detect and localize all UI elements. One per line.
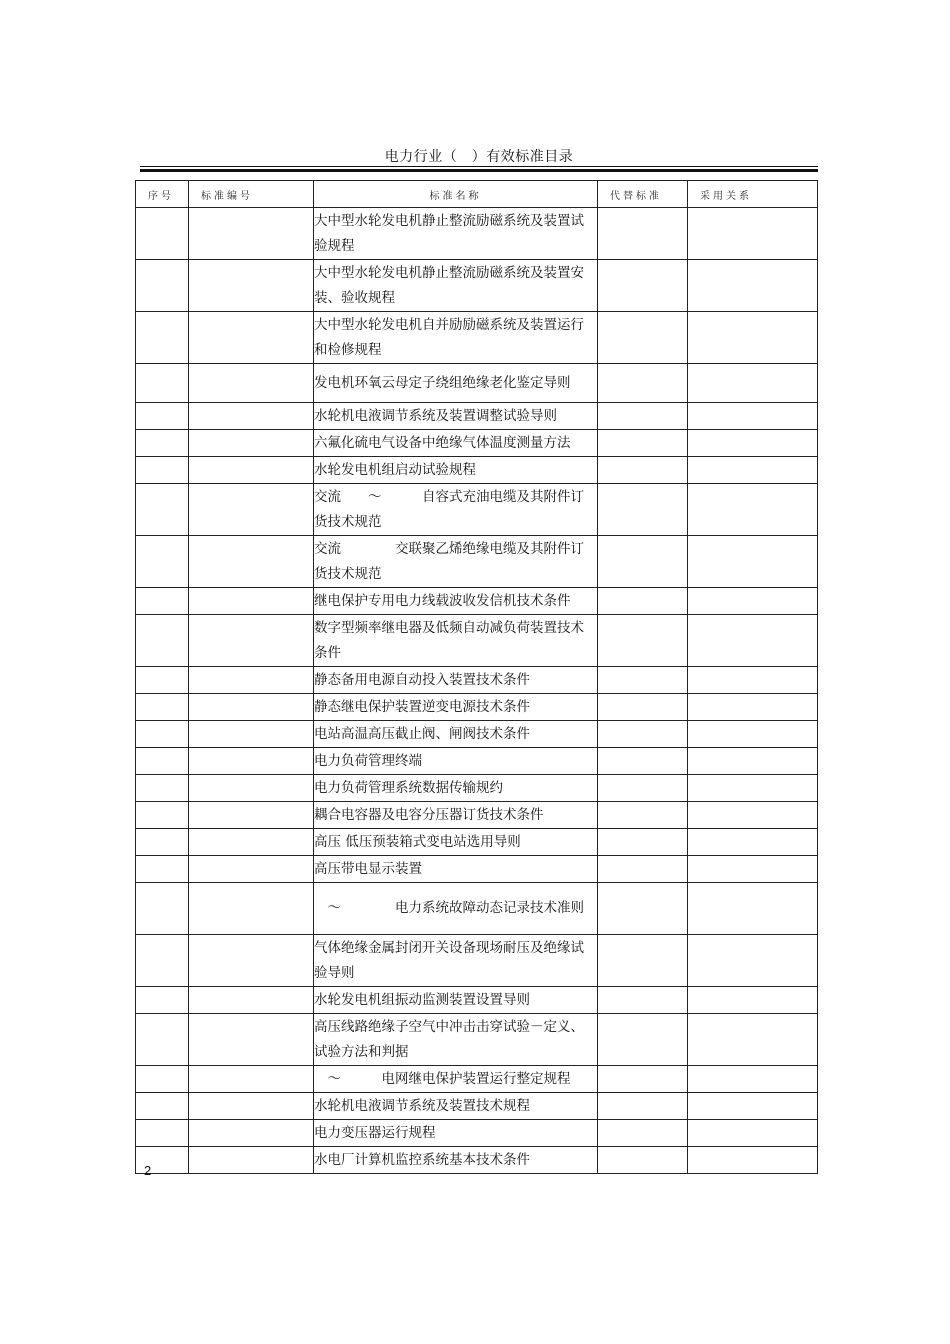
cell-standard-name: 耦合电容器及电容分压器订货技术条件 xyxy=(314,802,598,829)
cell-standard-code xyxy=(189,588,314,615)
standards-catalog-table xyxy=(135,180,818,1174)
table-row xyxy=(136,883,818,935)
cell-standard-name: 电站高温高压截止阀、闸阀技术条件 xyxy=(314,721,598,748)
table-row xyxy=(136,312,818,364)
cell-standard-code xyxy=(189,856,314,883)
cell-standard-code xyxy=(189,775,314,802)
cell-standard-code xyxy=(189,364,314,403)
cell-replaced-standard xyxy=(598,403,688,430)
cell-standard-name: 电力负荷管理终端 xyxy=(314,748,598,775)
cell-serial-number xyxy=(136,260,189,312)
cell-adoption-relation xyxy=(688,364,818,403)
cell-replaced-standard xyxy=(598,721,688,748)
table-row xyxy=(136,536,818,588)
cell-standard-name: 电力变压器运行规程 xyxy=(314,1120,598,1147)
cell-standard-code xyxy=(189,1120,314,1147)
cell-standard-code xyxy=(189,721,314,748)
cell-adoption-relation xyxy=(688,403,818,430)
cell-standard-name: 静态备用电源自动投入装置技术条件 xyxy=(314,667,598,694)
cell-adoption-relation xyxy=(688,721,818,748)
table-row xyxy=(136,829,818,856)
table-row xyxy=(136,1147,818,1174)
table-row xyxy=(136,694,818,721)
cell-adoption-relation xyxy=(688,883,818,935)
document-title: 电力行业（ ）有效标准目录 xyxy=(384,149,574,165)
cell-adoption-relation xyxy=(688,829,818,856)
table-row xyxy=(136,430,818,457)
cell-replaced-standard xyxy=(598,1093,688,1120)
cell-standard-name: ～ 电力系统故障动态记录技术准则 xyxy=(314,883,598,935)
table-row xyxy=(136,403,818,430)
cell-adoption-relation xyxy=(688,748,818,775)
cell-standard-name: 水轮机电液调节系统及装置调整试验导则 xyxy=(314,403,598,430)
header-standard-name: 标准名称 xyxy=(314,181,598,208)
cell-replaced-standard xyxy=(598,1066,688,1093)
table-row xyxy=(136,588,818,615)
cell-standard-name: 水电厂计算机监控系统基本技术条件 xyxy=(314,1147,598,1174)
cell-standard-name: 静态继电保护装置逆变电源技术条件 xyxy=(314,694,598,721)
cell-serial-number xyxy=(136,208,189,260)
table-row xyxy=(136,802,818,829)
cell-standard-code xyxy=(189,615,314,667)
cell-serial-number xyxy=(136,1066,189,1093)
cell-replaced-standard xyxy=(598,536,688,588)
table-header-row xyxy=(136,181,818,208)
cell-serial-number xyxy=(136,588,189,615)
table-row xyxy=(136,484,818,536)
cell-serial-number xyxy=(136,694,189,721)
cell-serial-number xyxy=(136,721,189,748)
cell-replaced-standard xyxy=(598,856,688,883)
cell-adoption-relation xyxy=(688,588,818,615)
cell-adoption-relation xyxy=(688,1147,818,1174)
cell-replaced-standard xyxy=(598,588,688,615)
table-row xyxy=(136,721,818,748)
table-row xyxy=(136,856,818,883)
cell-adoption-relation xyxy=(688,457,818,484)
cell-standard-name: 水轮发电机组振动监测装置设置导则 xyxy=(314,987,598,1014)
cell-replaced-standard xyxy=(598,312,688,364)
cell-standard-code xyxy=(189,987,314,1014)
cell-serial-number xyxy=(136,430,189,457)
cell-adoption-relation xyxy=(688,667,818,694)
table-row xyxy=(136,667,818,694)
table-row xyxy=(136,1066,818,1093)
cell-serial-number xyxy=(136,935,189,987)
cell-standard-name: 交流 ～ 自容式充油电缆及其附件订货技术规范 xyxy=(314,484,598,536)
cell-replaced-standard xyxy=(598,802,688,829)
cell-replaced-standard xyxy=(598,829,688,856)
cell-serial-number xyxy=(136,1120,189,1147)
header-standard-code: 标准编号 xyxy=(189,181,314,208)
cell-replaced-standard xyxy=(598,935,688,987)
cell-adoption-relation xyxy=(688,1014,818,1066)
cell-standard-name: 数字型频率继电器及低频自动减负荷装置技术条件 xyxy=(314,615,598,667)
table-row xyxy=(136,935,818,987)
cell-serial-number xyxy=(136,403,189,430)
cell-replaced-standard xyxy=(598,1120,688,1147)
cell-serial-number xyxy=(136,1093,189,1120)
cell-standard-code xyxy=(189,484,314,536)
cell-replaced-standard xyxy=(598,457,688,484)
cell-serial-number xyxy=(136,802,189,829)
cell-standard-code xyxy=(189,694,314,721)
cell-adoption-relation xyxy=(688,856,818,883)
cell-adoption-relation xyxy=(688,775,818,802)
cell-standard-name: 高压线路绝缘子空气中冲击击穿试验－定义、试验方法和判据 xyxy=(314,1014,598,1066)
cell-standard-code xyxy=(189,829,314,856)
cell-standard-name: 大中型水轮发电机静止整流励磁系统及装置试验规程 xyxy=(314,208,598,260)
cell-adoption-relation xyxy=(688,615,818,667)
cell-replaced-standard xyxy=(598,430,688,457)
header-replaced-standard: 代替标准 xyxy=(598,181,688,208)
cell-adoption-relation xyxy=(688,802,818,829)
cell-adoption-relation xyxy=(688,312,818,364)
table-row xyxy=(136,1014,818,1066)
cell-adoption-relation xyxy=(688,208,818,260)
table-row xyxy=(136,748,818,775)
cell-standard-code xyxy=(189,667,314,694)
table-row xyxy=(136,364,818,403)
cell-standard-code xyxy=(189,802,314,829)
cell-replaced-standard xyxy=(598,364,688,403)
table-row xyxy=(136,260,818,312)
cell-standard-code xyxy=(189,1147,314,1174)
cell-serial-number xyxy=(136,987,189,1014)
cell-replaced-standard xyxy=(598,667,688,694)
cell-serial-number xyxy=(136,748,189,775)
cell-standard-name: 电力负荷管理系统数据传输规约 xyxy=(314,775,598,802)
cell-standard-code xyxy=(189,260,314,312)
table-row xyxy=(136,987,818,1014)
cell-adoption-relation xyxy=(688,484,818,536)
cell-replaced-standard xyxy=(598,987,688,1014)
header-serial-number: 序号 xyxy=(136,181,189,208)
cell-serial-number xyxy=(136,1014,189,1066)
cell-adoption-relation xyxy=(688,1066,818,1093)
cell-standard-name: 交流 交联聚乙烯绝缘电缆及其附件订货技术规范 xyxy=(314,536,598,588)
cell-standard-code xyxy=(189,935,314,987)
table-row xyxy=(136,208,818,260)
cell-standard-name: ～ 电网继电保护装置运行整定规程 xyxy=(314,1066,598,1093)
cell-adoption-relation xyxy=(688,1120,818,1147)
cell-adoption-relation xyxy=(688,536,818,588)
cell-standard-code xyxy=(189,536,314,588)
cell-standard-code xyxy=(189,208,314,260)
cell-replaced-standard xyxy=(598,1014,688,1066)
cell-standard-code xyxy=(189,457,314,484)
cell-adoption-relation xyxy=(688,1093,818,1120)
cell-serial-number xyxy=(136,615,189,667)
cell-replaced-standard xyxy=(598,615,688,667)
cell-standard-name: 高压带电显示装置 xyxy=(314,856,598,883)
cell-standard-code xyxy=(189,1014,314,1066)
cell-adoption-relation xyxy=(688,694,818,721)
cell-serial-number xyxy=(136,667,189,694)
cell-adoption-relation xyxy=(688,260,818,312)
table-row xyxy=(136,615,818,667)
table-body xyxy=(136,208,818,1174)
header-adoption-relation: 采用关系 xyxy=(688,181,818,208)
cell-replaced-standard xyxy=(598,775,688,802)
cell-standard-name: 大中型水轮发电机静止整流励磁系统及装置安装、验收规程 xyxy=(314,260,598,312)
cell-replaced-standard xyxy=(598,1147,688,1174)
cell-standard-code xyxy=(189,430,314,457)
cell-replaced-standard xyxy=(598,260,688,312)
table-row xyxy=(136,1120,818,1147)
page-number: 2 xyxy=(144,1163,152,1178)
cell-standard-name: 六氟化硫电气设备中绝缘气体温度测量方法 xyxy=(314,430,598,457)
cell-standard-name: 大中型水轮发电机自并励励磁系统及装置运行和检修规程 xyxy=(314,312,598,364)
cell-serial-number xyxy=(136,457,189,484)
cell-replaced-standard xyxy=(598,484,688,536)
cell-standard-code xyxy=(189,1093,314,1120)
cell-adoption-relation xyxy=(688,430,818,457)
cell-standard-name: 水轮发电机组启动试验规程 xyxy=(314,457,598,484)
cell-standard-name: 发电机环氧云母定子绕组绝缘老化鉴定导则 xyxy=(314,364,598,403)
title-rule-thin xyxy=(140,166,818,167)
table-row xyxy=(136,775,818,802)
cell-replaced-standard xyxy=(598,208,688,260)
cell-standard-name: 气体绝缘金属封闭开关设备现场耐压及绝缘试验导则 xyxy=(314,935,598,987)
cell-adoption-relation xyxy=(688,987,818,1014)
cell-serial-number xyxy=(136,364,189,403)
cell-standard-name: 继电保护专用电力线载波收发信机技术条件 xyxy=(314,588,598,615)
cell-standard-code xyxy=(189,312,314,364)
cell-adoption-relation xyxy=(688,935,818,987)
table-row xyxy=(136,457,818,484)
cell-serial-number xyxy=(136,883,189,935)
cell-replaced-standard xyxy=(598,694,688,721)
cell-standard-code xyxy=(189,403,314,430)
cell-serial-number xyxy=(136,536,189,588)
cell-serial-number xyxy=(136,856,189,883)
cell-replaced-standard xyxy=(598,883,688,935)
cell-standard-name: 水轮机电液调节系统及装置技术规程 xyxy=(314,1093,598,1120)
cell-standard-code xyxy=(189,748,314,775)
cell-standard-name: 高压 低压预装箱式变电站选用导则 xyxy=(314,829,598,856)
cell-standard-code xyxy=(189,883,314,935)
cell-serial-number xyxy=(136,312,189,364)
cell-serial-number xyxy=(136,829,189,856)
title-rule-thick xyxy=(140,169,818,172)
cell-serial-number xyxy=(136,484,189,536)
cell-serial-number xyxy=(136,775,189,802)
cell-replaced-standard xyxy=(598,748,688,775)
cell-standard-code xyxy=(189,1066,314,1093)
table-row xyxy=(136,1093,818,1120)
